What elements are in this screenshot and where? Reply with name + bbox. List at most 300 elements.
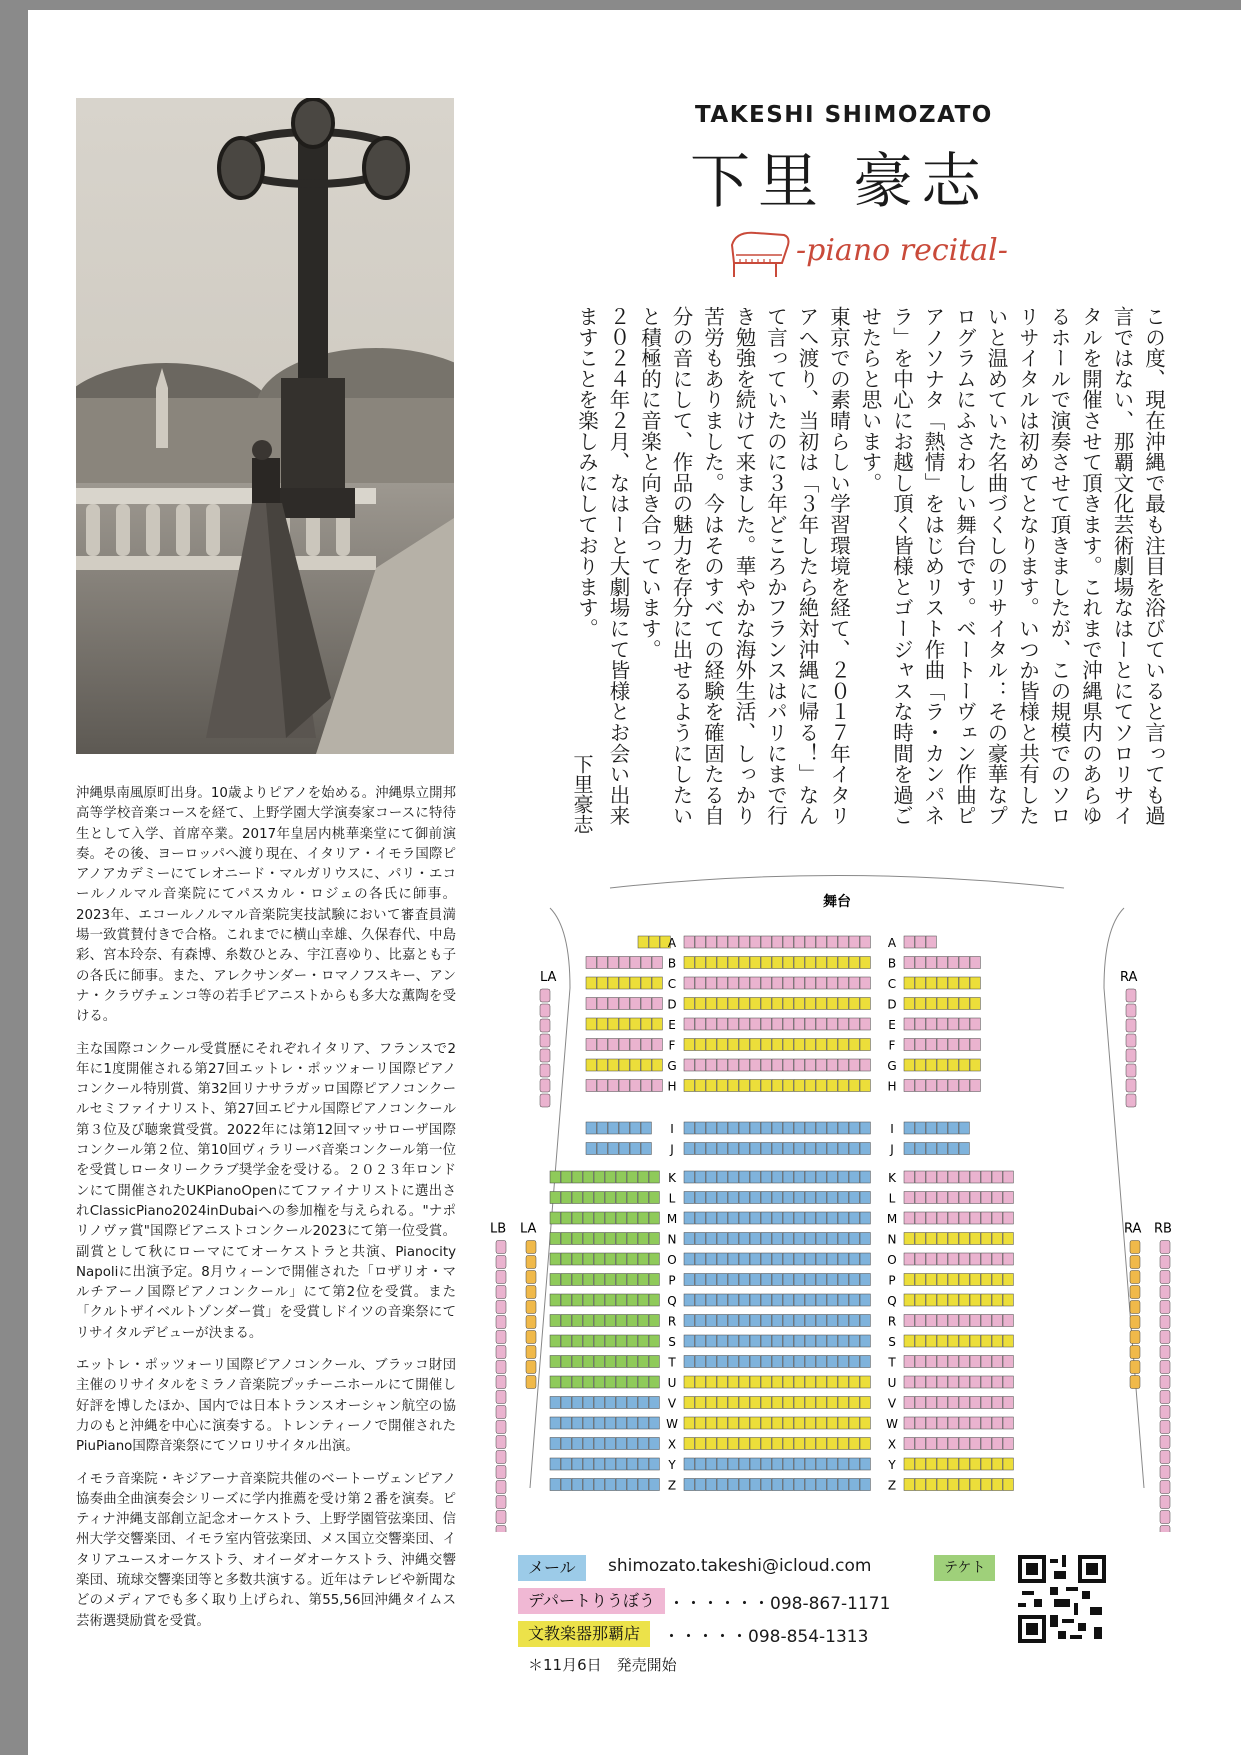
side-seat-ra: [1130, 1346, 1140, 1359]
seat-block-right: [981, 1192, 991, 1204]
seat-block-right: [948, 1479, 958, 1491]
seat-block-center: [794, 1212, 804, 1224]
side-seat-lb: [496, 1511, 506, 1524]
seat-block-right: [937, 957, 947, 969]
seat-block-left: [608, 1143, 618, 1155]
seat-block-center: [750, 1376, 760, 1388]
seat-block-left: [605, 1212, 615, 1224]
seat-block-right: [915, 1294, 925, 1306]
seat-block-left: [630, 1018, 640, 1030]
seat-block-right: [948, 1018, 958, 1030]
seat-block-center: [827, 1438, 837, 1450]
stage-label: 舞台: [823, 894, 851, 910]
seat-block-left: [627, 1233, 637, 1245]
seat-block-right: [937, 1376, 947, 1388]
seat-block-center: [706, 1274, 716, 1286]
seat-block-center: [827, 1294, 837, 1306]
row-label-left: M: [666, 1212, 678, 1226]
seat-block-center: [827, 1335, 837, 1347]
seat-block-center: [750, 1438, 760, 1450]
seat-block-center: [717, 1143, 727, 1155]
side-seat-lb: [496, 1421, 506, 1434]
seat-block-center: [706, 1018, 716, 1030]
seat-block-left: [627, 1212, 637, 1224]
seat-block-right: [1003, 1356, 1013, 1368]
seat-block-center: [695, 1458, 705, 1470]
seat-block-left: [641, 1059, 651, 1071]
seat-block-right: [915, 1143, 925, 1155]
seat-block-center: [772, 1438, 782, 1450]
seat-block-center: [849, 1294, 859, 1306]
seat-block-center: [761, 1192, 771, 1204]
seat-block-center: [750, 1039, 760, 1051]
seat-block-right: [1003, 1397, 1013, 1409]
seat-block-center: [816, 1294, 826, 1306]
seat-block-center: [827, 957, 837, 969]
seat-block-center: [695, 1397, 705, 1409]
seat-block-left: [550, 1171, 560, 1183]
seat-block-left: [638, 1212, 648, 1224]
seat-block-left: [550, 1253, 560, 1265]
seat-block-center: [684, 998, 694, 1010]
seat-block-left: [561, 1417, 571, 1429]
seat-block-right: [959, 1356, 969, 1368]
side-seat-la: [526, 1361, 536, 1374]
seat-block-right: [948, 1039, 958, 1051]
seat-block-center: [717, 1171, 727, 1183]
seat-block-right: [970, 1212, 980, 1224]
seat-block-center: [794, 1397, 804, 1409]
side-seat-ra: [1130, 1316, 1140, 1329]
seat-block-left: [649, 1397, 659, 1409]
seat-block-center: [860, 1253, 870, 1265]
seat-block-right: [937, 1059, 947, 1071]
row-label-left: P: [668, 1273, 676, 1288]
seat-block-center: [695, 1438, 705, 1450]
seat-block-right: [1003, 1417, 1013, 1429]
seat-block-center: [695, 1122, 705, 1134]
seat-block-right: [970, 1192, 980, 1204]
seat-block-center: [838, 1018, 848, 1030]
seat-block-right: [959, 1122, 969, 1134]
seat-block-center: [739, 1039, 749, 1051]
seat-block-right: [915, 1122, 925, 1134]
seat-block-left: [627, 1438, 637, 1450]
side-seat-rb: [1160, 1376, 1170, 1389]
seat-block-center: [728, 1059, 738, 1071]
seat-block-left: [550, 1274, 560, 1286]
row-label-left: N: [667, 1232, 677, 1247]
seat-block-center: [805, 1417, 815, 1429]
seat-block-left: [641, 1080, 651, 1092]
seat-block-left: [550, 1212, 560, 1224]
seat-block-center: [728, 1253, 738, 1265]
seat-block-left: [586, 1080, 596, 1092]
seat-block-center: [816, 1192, 826, 1204]
seat-block-center: [860, 1417, 870, 1429]
side-seat-rb: [1160, 1256, 1170, 1269]
seat-block-left: [627, 1294, 637, 1306]
seat-block-center: [794, 1335, 804, 1347]
seat-block-center: [783, 1397, 793, 1409]
seat-block-center: [860, 957, 870, 969]
seat-block-right: [1003, 1171, 1013, 1183]
seat-block-right: [926, 1059, 936, 1071]
seat-block-center: [684, 1212, 694, 1224]
seat-block-center: [816, 1335, 826, 1347]
seat-block-center: [761, 1233, 771, 1245]
row-label-left: H: [667, 1079, 677, 1094]
seat-block-center: [761, 1018, 771, 1030]
seat-block-left: [619, 1059, 629, 1071]
seat-block-center: [838, 1233, 848, 1245]
side-seat-la: [526, 1376, 536, 1389]
side-seat-rb: [1160, 1346, 1170, 1359]
seat-block-right: [959, 1397, 969, 1409]
seat-block-center: [838, 1059, 848, 1071]
seat-block-right: [981, 1417, 991, 1429]
seat-block-center: [783, 1417, 793, 1429]
seat-block-center: [827, 1253, 837, 1265]
seat-block-right: [1003, 1294, 1013, 1306]
seat-block-center: [783, 1080, 793, 1092]
seat-block-right: [959, 1315, 969, 1327]
seat-block-center: [728, 977, 738, 989]
seat-block-center: [695, 1233, 705, 1245]
seat-block-left: [561, 1479, 571, 1491]
seat-block-center: [750, 1335, 760, 1347]
side-seat-lb: [496, 1526, 506, 1533]
seat-block-center: [717, 1059, 727, 1071]
seat-block-center: [695, 1039, 705, 1051]
seat-block-left: [586, 977, 596, 989]
seat-block-left: [572, 1356, 582, 1368]
seat-block-right: [904, 1122, 914, 1134]
seat-block-center: [695, 1171, 705, 1183]
seat-block-left: [619, 1143, 629, 1155]
seat-block-center: [739, 1294, 749, 1306]
side-seat-lb: [496, 1496, 506, 1509]
seat-block-left: [583, 1376, 593, 1388]
seat-block-right: [992, 1417, 1002, 1429]
seat-block-center: [849, 1438, 859, 1450]
seat-block-center: [838, 1479, 848, 1491]
seat-block-center: [805, 1018, 815, 1030]
row-label-left: Y: [668, 1458, 676, 1472]
seat-block-right: [948, 1274, 958, 1286]
seat-block-right: [948, 1212, 958, 1224]
seat-block-center: [816, 1143, 826, 1155]
seat-block-center: [827, 1080, 837, 1092]
seat-block-center: [805, 936, 815, 948]
row-label-right: F: [888, 1038, 896, 1053]
seat-block-center: [783, 1233, 793, 1245]
seat-block-center: [816, 957, 826, 969]
seat-block-right: [948, 1192, 958, 1204]
seat-block-right: [937, 1274, 947, 1286]
seat-block-left: [616, 1315, 626, 1327]
seat-block-left: [605, 1397, 615, 1409]
seat-block-left: [627, 1335, 637, 1347]
seat-block-center: [728, 1315, 738, 1327]
seat-block-center: [794, 1376, 804, 1388]
seat-block-center: [717, 957, 727, 969]
seat-block-right: [915, 1458, 925, 1470]
seat-block-right: [959, 1438, 969, 1450]
seat-block-right: [1003, 1315, 1013, 1327]
seat-block-left: [561, 1376, 571, 1388]
seat-block-left: [583, 1397, 593, 1409]
seat-block-center: [794, 936, 804, 948]
seat-block-center: [739, 1253, 749, 1265]
seat-block-right: [959, 1143, 969, 1155]
seat-block-right: [915, 1438, 925, 1450]
seat-block-right: [970, 1376, 980, 1388]
seat-block-center: [849, 1171, 859, 1183]
side-seat-ra: [1126, 1034, 1136, 1047]
seat-block-center: [695, 1059, 705, 1071]
seat-block-center: [706, 1253, 716, 1265]
seat-block-right: [1003, 1479, 1013, 1491]
row-label-right: K: [888, 1171, 896, 1185]
seat-block-center: [706, 977, 716, 989]
seat-block-left: [616, 1417, 626, 1429]
seat-block-center: [794, 977, 804, 989]
side-label-ra: RA: [1124, 1221, 1142, 1237]
seat-block-center: [805, 1192, 815, 1204]
seat-block-left: [616, 1171, 626, 1183]
row-label-left: Z: [667, 1478, 677, 1493]
seat-block-center: [695, 1080, 705, 1092]
seat-block-center: [816, 1356, 826, 1368]
seat-block-left: [652, 1018, 662, 1030]
side-seat-lb: [496, 1436, 506, 1449]
seat-block-center: [772, 1080, 782, 1092]
row-label-left: Q: [667, 1294, 677, 1308]
seat-block-right: [970, 1438, 980, 1450]
seat-block-center: [772, 1335, 782, 1347]
seat-block-center: [772, 1171, 782, 1183]
seat-block-left: [572, 1192, 582, 1204]
side-seat-lb: [496, 1271, 506, 1284]
seat-block-right: [904, 1143, 914, 1155]
side-seat-lb: [496, 1361, 506, 1374]
seat-block-left: [608, 1122, 618, 1134]
seat-block-right: [959, 998, 969, 1010]
seat-block-left: [638, 1274, 648, 1286]
seat-block-center: [827, 977, 837, 989]
side-seat-lb: [496, 1391, 506, 1404]
seat-block-center: [717, 998, 727, 1010]
seat-block-left: [649, 1253, 659, 1265]
seat-block-center: [717, 977, 727, 989]
seat-block-right: [904, 1192, 914, 1204]
seat-block-center: [794, 1171, 804, 1183]
seat-block-center: [805, 1479, 815, 1491]
seat-block-right: [915, 1253, 925, 1265]
seat-block-left: [616, 1253, 626, 1265]
seat-block-right: [970, 1458, 980, 1470]
seat-block-right: [981, 1458, 991, 1470]
seat-block-center: [706, 1122, 716, 1134]
seat-block-left: [583, 1192, 593, 1204]
row-label-right: E: [888, 1018, 896, 1032]
seat-block-center: [695, 1417, 705, 1429]
side-seat-lb: [496, 1406, 506, 1419]
seat-block-left: [550, 1294, 560, 1306]
seat-block-center: [860, 1018, 870, 1030]
seat-block-center: [772, 936, 782, 948]
side-seat-rb: [1160, 1481, 1170, 1494]
seat-block-right: [904, 1294, 914, 1306]
seat-block-right: [937, 1018, 947, 1030]
seat-block-left: [641, 1039, 651, 1051]
seat-block-center: [838, 1080, 848, 1092]
seat-block-right: [970, 1356, 980, 1368]
seat-block-center: [750, 1253, 760, 1265]
seat-block-center: [684, 1438, 694, 1450]
seat-block-center: [717, 1315, 727, 1327]
seat-block-center: [728, 1335, 738, 1347]
seat-block-center: [728, 1397, 738, 1409]
seat-block-left: [619, 977, 629, 989]
seat-block-center: [706, 1059, 716, 1071]
row-label-left: I: [670, 1122, 674, 1136]
seat-block-left: [572, 1376, 582, 1388]
seat-block-left: [630, 1080, 640, 1092]
side-seat-lb: [496, 1301, 506, 1314]
seat-block-center: [717, 1458, 727, 1470]
seat-block-center: [827, 1143, 837, 1155]
seat-block-center: [805, 1356, 815, 1368]
seat-block-center: [695, 1335, 705, 1347]
seat-block-left: [627, 1274, 637, 1286]
seat-block-center: [860, 1479, 870, 1491]
seat-block-right: [937, 1122, 947, 1134]
mail-address[interactable]: shimozato.takeshi@icloud.com: [608, 1556, 872, 1576]
seat-block-right: [937, 998, 947, 1010]
seat-block-center: [849, 1122, 859, 1134]
seat-block-right: [1003, 1274, 1013, 1286]
seat-block-left: [641, 1143, 651, 1155]
seat-block-left: [594, 1356, 604, 1368]
hall-wall-right: [1104, 908, 1144, 1488]
seat-block-center: [772, 1122, 782, 1134]
seat-block-right: [926, 1039, 936, 1051]
seat-block-center: [761, 1335, 771, 1347]
seat-block-left: [594, 1274, 604, 1286]
seat-block-right: [970, 1018, 980, 1030]
seat-block-right: [915, 1335, 925, 1347]
seat-block-right: [959, 1080, 969, 1092]
seat-block-center: [739, 957, 749, 969]
seating-chart: [490, 868, 1184, 1532]
seat-block-left: [561, 1356, 571, 1368]
seat-block-left: [605, 1479, 615, 1491]
seat-block-right: [926, 1315, 936, 1327]
seat-block-center: [838, 1417, 848, 1429]
seat-block-center: [816, 1376, 826, 1388]
seat-block-right: [959, 1294, 969, 1306]
seat-block-center: [761, 1458, 771, 1470]
seat-block-center: [783, 1171, 793, 1183]
seat-block-center: [750, 1059, 760, 1071]
seat-block-right: [970, 1059, 980, 1071]
seat-block-center: [816, 1018, 826, 1030]
seat-block-center: [684, 1417, 694, 1429]
bio-paragraph: 主な国際コンクール受賞歴にそれぞれイタリア、フランスで2年に1度開催される第27回エットレ・ポッツォーリ国際ピアノコンクール特別賞、第32回リナサラガッロ国際ピアノコンクールセミファイナリスト、第27回エピナル国際ピアノコンクール第３位及び聴衆賞受賞。2022年には第12回マッサローザ国際コンクール第２位、第10回ヴィラリーバ音楽コンクール第一位を受賞しロータリークラブ奨学金を受ける。２０２３年ロンドンにて開催されたUKPianoOpenにてファイナリストに選出されClassicPiano2024inDubaiへの参加権を与えられる。"ナポリノヴァ賞"国際ピアニストコンクール2023にて第一位受賞。副賞として秋にローマにてオーケストラと共演、Pianocity Napoliに出演予定。8月ウィーンで開催された「ロザリオ・マルチアーノ国際ピアノコンクール」にて第2位を受賞。また「クルトザイベルトゾンダー賞」を受賞しドイツの音楽祭にてリサイタルデビューが決まる。: [76, 1041, 470, 1341]
seat-block-center: [794, 1458, 804, 1470]
seat-block-center: [739, 936, 749, 948]
side-seat-rb: [1160, 1391, 1170, 1404]
seat-block-right: [948, 1335, 958, 1347]
seat-block-center: [849, 1080, 859, 1092]
seat-block-left: [649, 1274, 659, 1286]
side-seat-ra: [1130, 1271, 1140, 1284]
seat-block-right: [981, 1397, 991, 1409]
seat-block-center: [728, 1212, 738, 1224]
seat-block-right: [937, 1143, 947, 1155]
seat-block-right: [959, 1059, 969, 1071]
seat-block-right: [959, 1212, 969, 1224]
qr-code[interactable]: [1018, 1555, 1106, 1643]
seat-block-left: [616, 1479, 626, 1491]
side-seat-ra: [1130, 1256, 1140, 1269]
seat-block-center: [838, 1376, 848, 1388]
row-label-left: S: [668, 1335, 676, 1349]
seat-block-right: [904, 1233, 914, 1245]
seat-block-left: [616, 1356, 626, 1368]
seat-block-left: [594, 1315, 604, 1327]
seat-block-right: [926, 1122, 936, 1134]
seat-block-center: [838, 936, 848, 948]
side-seat-rb: [1160, 1451, 1170, 1464]
seat-block-center: [728, 1192, 738, 1204]
seat-block-center: [717, 1039, 727, 1051]
side-seat-lb: [496, 1466, 506, 1479]
seat-block-left: [649, 1417, 659, 1429]
seat-block-left: [649, 1356, 659, 1368]
seat-block-center: [827, 1212, 837, 1224]
seat-block-center: [816, 1233, 826, 1245]
seat-block-center: [816, 1315, 826, 1327]
seat-block-center: [761, 1479, 771, 1491]
seat-block-center: [772, 1479, 782, 1491]
seat-block-center: [728, 1458, 738, 1470]
seat-block-left: [572, 1274, 582, 1286]
seat-block-left: [550, 1315, 560, 1327]
seat-block-center: [739, 977, 749, 989]
seat-block-center: [860, 1122, 870, 1134]
seat-block-center: [794, 1233, 804, 1245]
seat-block-center: [805, 1294, 815, 1306]
seat-block-right: [992, 1438, 1002, 1450]
seat-block-right: [948, 977, 958, 989]
seat-block-center: [805, 998, 815, 1010]
seat-block-left: [649, 1438, 659, 1450]
seat-block-left: [572, 1458, 582, 1470]
seat-block-center: [816, 1274, 826, 1286]
seat-block-right: [915, 1212, 925, 1224]
seat-block-right: [970, 1479, 980, 1491]
seat-block-center: [717, 1018, 727, 1030]
row-label-right: T: [888, 1355, 896, 1370]
seat-block-left: [608, 998, 618, 1010]
seat-block-right: [992, 1397, 1002, 1409]
seat-block-right: [904, 1315, 914, 1327]
seat-block-right: [1003, 1458, 1013, 1470]
seat-block-center: [728, 1143, 738, 1155]
